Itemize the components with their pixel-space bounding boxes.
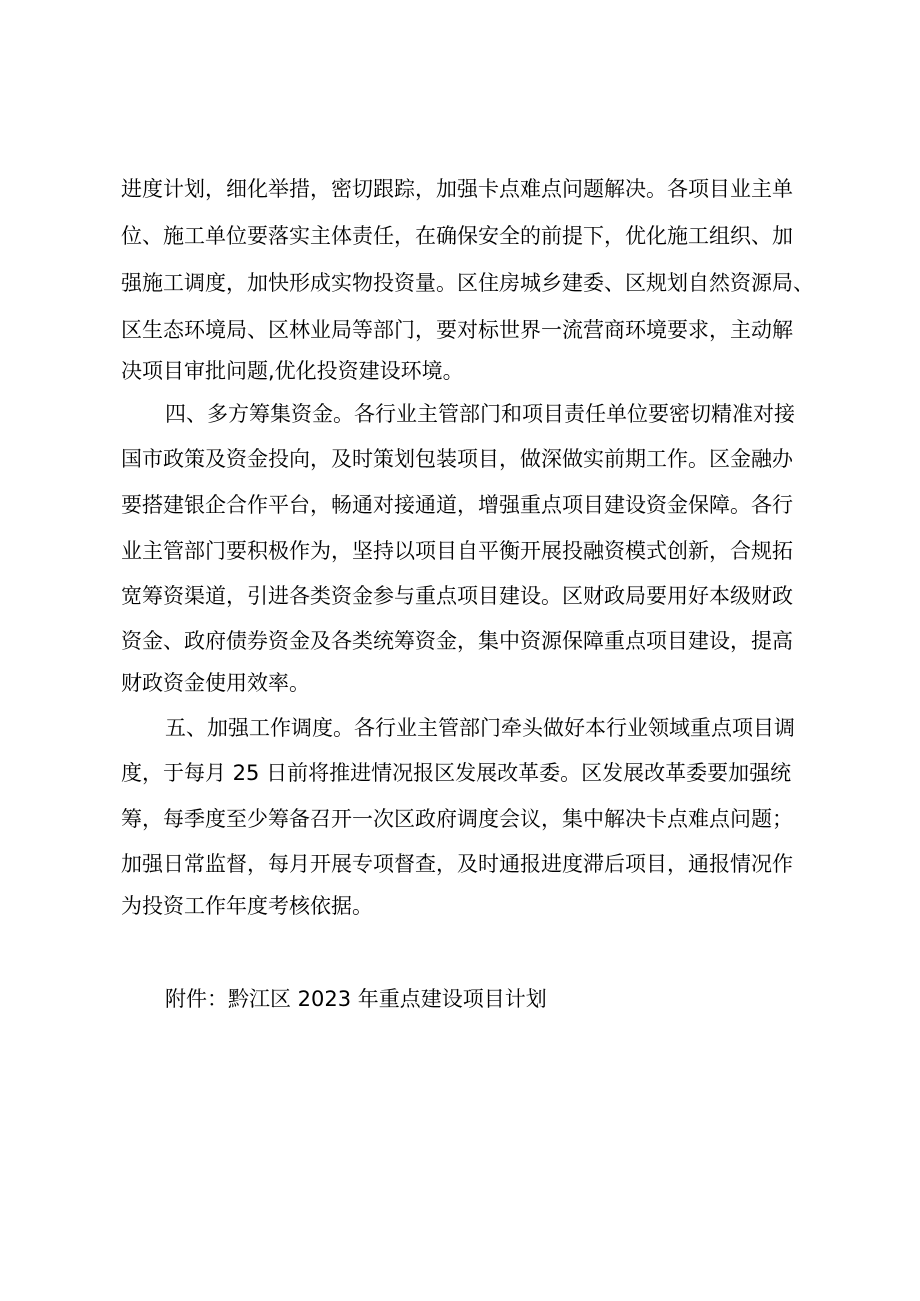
paragraph-line: 五、加强工作调度。各行业主管部门牵头做好本行业领域重点项目调: [165, 716, 795, 740]
paragraph-line: 宽筹资渠道，引进各类资金参与重点项目建设。区财政局要用好本级财政: [121, 584, 793, 608]
paragraph-line: 为投资工作年度考核依据。: [121, 894, 373, 918]
paragraph-line: 业主管部门要积极作为，坚持以项目自平衡开展投融资模式创新，合规拓: [121, 539, 793, 563]
paragraph-line: 资金、政府债券资金及各类统筹资金，集中资源保障重点项目建设，提高: [121, 629, 793, 653]
paragraph-line: 度，于每月 25 日前将推进情况报区发展改革委。区发展改革委要加强统: [121, 761, 792, 785]
paragraph-line: 财政资金使用效率。: [121, 671, 310, 695]
paragraph-line: 位、施工单位要落实主体责任，在确保安全的前提下，优化施工组织、加: [121, 224, 793, 248]
paragraph-line: 要搭建银企合作平台，畅通对接通道，增强重点项目建设资金保障。各行: [121, 493, 793, 517]
attachment-note: 附件：黔江区 2023 年重点建设项目计划: [165, 987, 547, 1011]
paragraph-line: 区生态环境局、区林业局等部门，要对标世界一流营商环境要求，主动解: [121, 318, 793, 342]
paragraph-line: 进度计划，细化举措，密切跟踪，加强卡点难点问题解决。各项目业主单: [121, 177, 793, 201]
paragraph-line: 四、多方筹集资金。各行业主管部门和项目责任单位要密切精准对接: [165, 402, 795, 426]
paragraph-line: 强施工调度，加快形成实物投资量。区住房城乡建委、区规划自然资源局、: [121, 271, 814, 295]
paragraph-line: 决项目审批问题,优化投资建设环境。: [121, 359, 464, 383]
paragraph-line: 国市政策及资金投向，及时策划包装项目，做深做实前期工作。区金融办: [121, 447, 793, 471]
paragraph-line: 筹，每季度至少筹备召开一次区政府调度会议，集中解决卡点难点问题；: [121, 807, 793, 831]
paragraph-line: 加强日常监督，每月开展专项督查，及时通报进度滞后项目，通报情况作: [121, 852, 793, 876]
